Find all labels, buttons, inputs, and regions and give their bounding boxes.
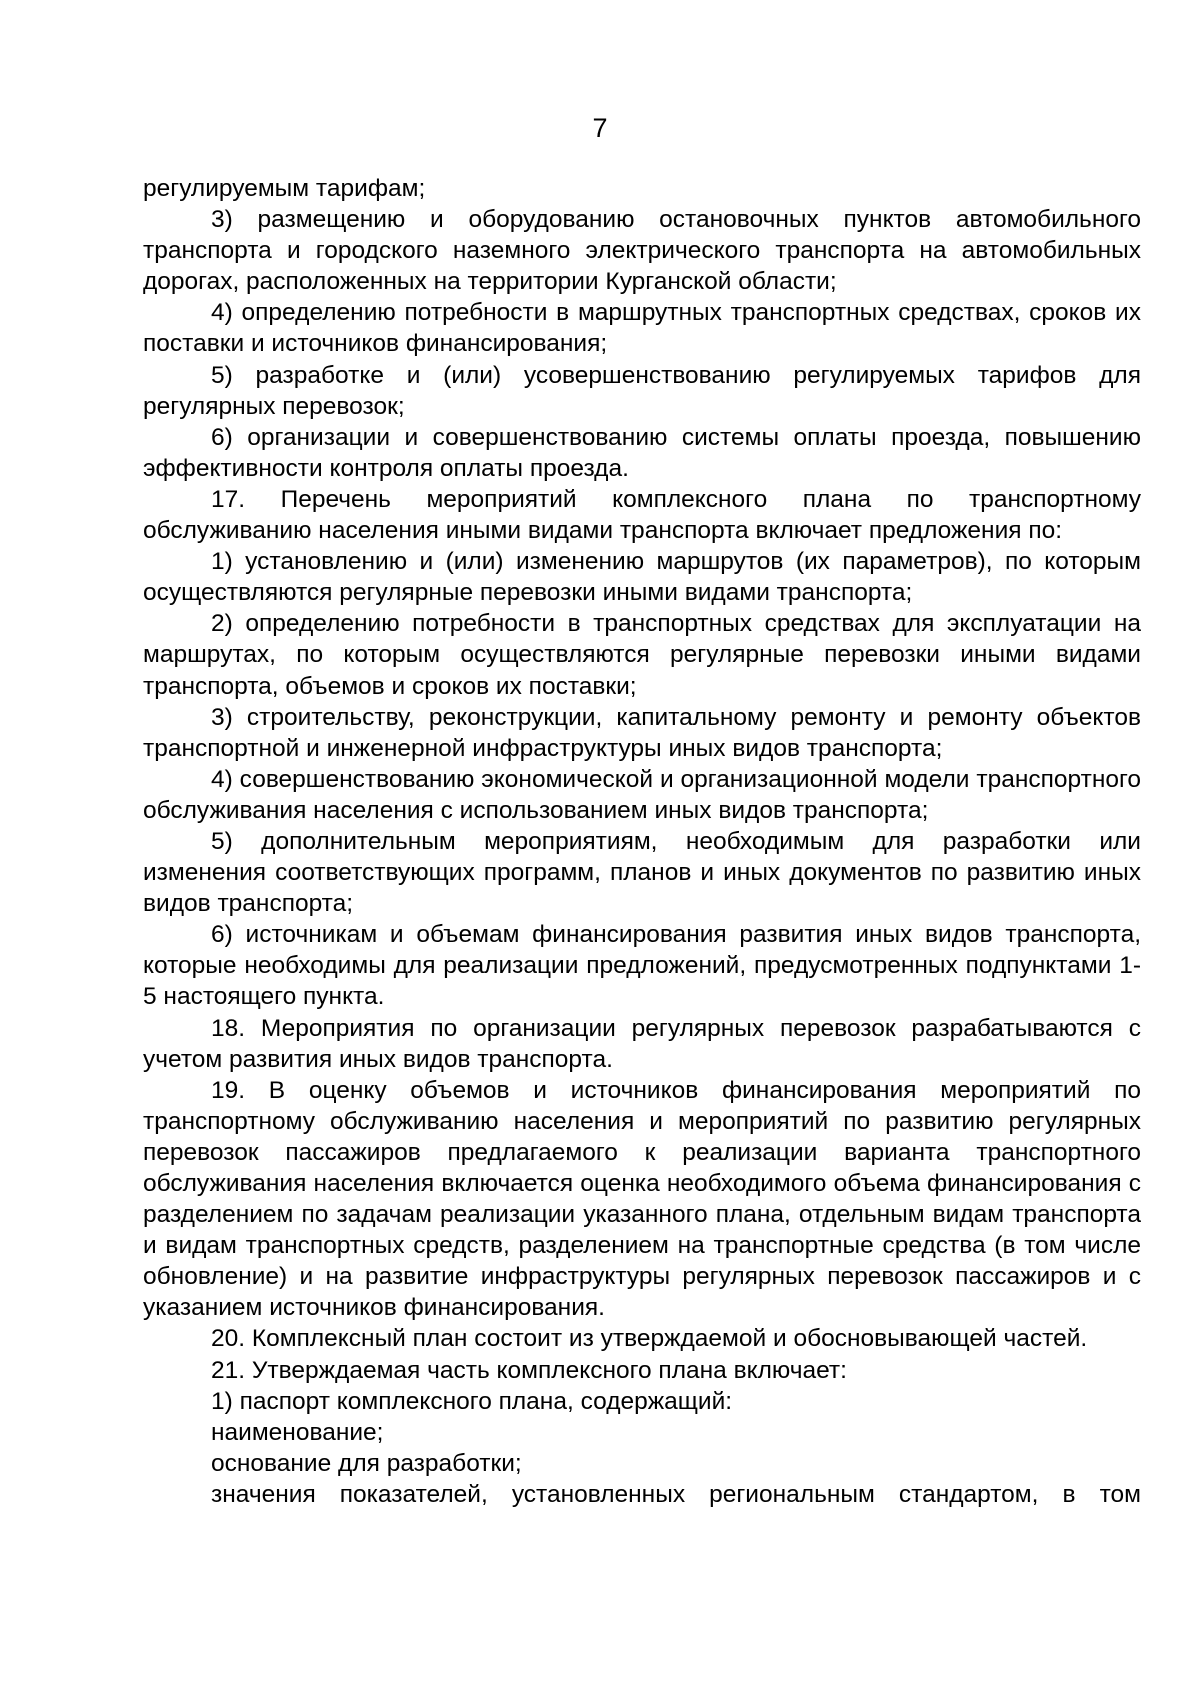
paragraph: наименование; — [211, 1418, 384, 1446]
paragraph: 18. Мероприятия по организации регулярных перевозок разрабатываются с учетом развития иных видов транспорта. — [143, 1014, 1141, 1073]
paragraph: 3) строительству, реконструкции, капитальному ремонту и ремонту объектов транспортной и инженерной инфраструктуры иных видов транспорта; — [143, 703, 1141, 762]
paragraph: значения показателей, установленных региональным стандартом, в том — [211, 1480, 1141, 1508]
paragraph: 19. В оценку объемов и источников финансирования мероприятий по транспортному обслуживанию населения и мероприятий по развитию регулярных перевозок пассажиров предлагаемого к реализации варианта транспортного обслуживания населения включается оценка необходимого объема финансирования с разделением по задачам реализации указанного плана, отдельным видам транспорта и видам транспортных средств, разделением на транспортные средства (в том числе обновление) и на развитие инфраструктуры регулярных перевозок пассажиров и с указанием источников финансирования. — [143, 1076, 1141, 1322]
document-body — [143, 173, 1141, 1510]
paragraph: 4) совершенствованию экономической и организационной модели транспортного обслуживания населения с использованием иных видов транспорта; — [143, 765, 1141, 824]
paragraph: основание для разработки; — [211, 1449, 522, 1477]
paragraph: 20. Комплексный план состоит из утверждаемой и обосновывающей частей. — [211, 1325, 1088, 1353]
paragraph: 5) дополнительным мероприятиям, необходимым для разработки или изменения соответствующих программ, планов и иных документов по развитию иных видов транспорта; — [143, 827, 1141, 918]
paragraph: регулируемым тарифам; — [143, 175, 426, 202]
paragraph: 3) размещению и оборудованию остановочных пунктов автомобильного транспорта и городского наземного электрического транспорта на автомобильных дорогах, расположенных на территории Курганской области; — [143, 206, 1141, 296]
paragraph: 5) разработке и (или) усовершенствованию регулируемых тарифов для регулярных перевозок; — [143, 361, 1141, 420]
paragraph: 4) определению потребности в маршрутных транспортных средствах, сроков их поставки и источников финансирования; — [143, 299, 1141, 358]
paragraph: 1) паспорт комплексного плана, содержащий: — [211, 1387, 733, 1415]
paragraph: 17. Перечень мероприятий комплексного плана по транспортному обслуживанию населения иными видами транспорта включает предложения по: — [143, 485, 1141, 545]
paragraph: 6) организации и совершенствованию системы оплаты проезда, повышению эффективности контроля оплаты проезда. — [143, 423, 1141, 482]
paragraph: 21. Утверждаемая часть комплексного плана включает: — [211, 1356, 847, 1384]
page-number: 7 — [592, 113, 608, 143]
paragraph: 2) определению потребности в транспортных средствах для эксплуатации на маршрутах, по которым осуществляются регулярные перевозки иными видами транспорта, объемов и сроков их поставки; — [143, 610, 1141, 700]
paragraph: 6) источникам и объемам финансирования развития иных видов транспорта, которые необходимы для реализации предложений, предусмотренных подпунктами 1-5 настоящего пункта. — [143, 921, 1141, 1011]
paragraph: 1) установлению и (или) изменению маршрутов (их параметров), по которым осуществляются регулярные перевозки иными видами транспорта; — [143, 548, 1141, 607]
